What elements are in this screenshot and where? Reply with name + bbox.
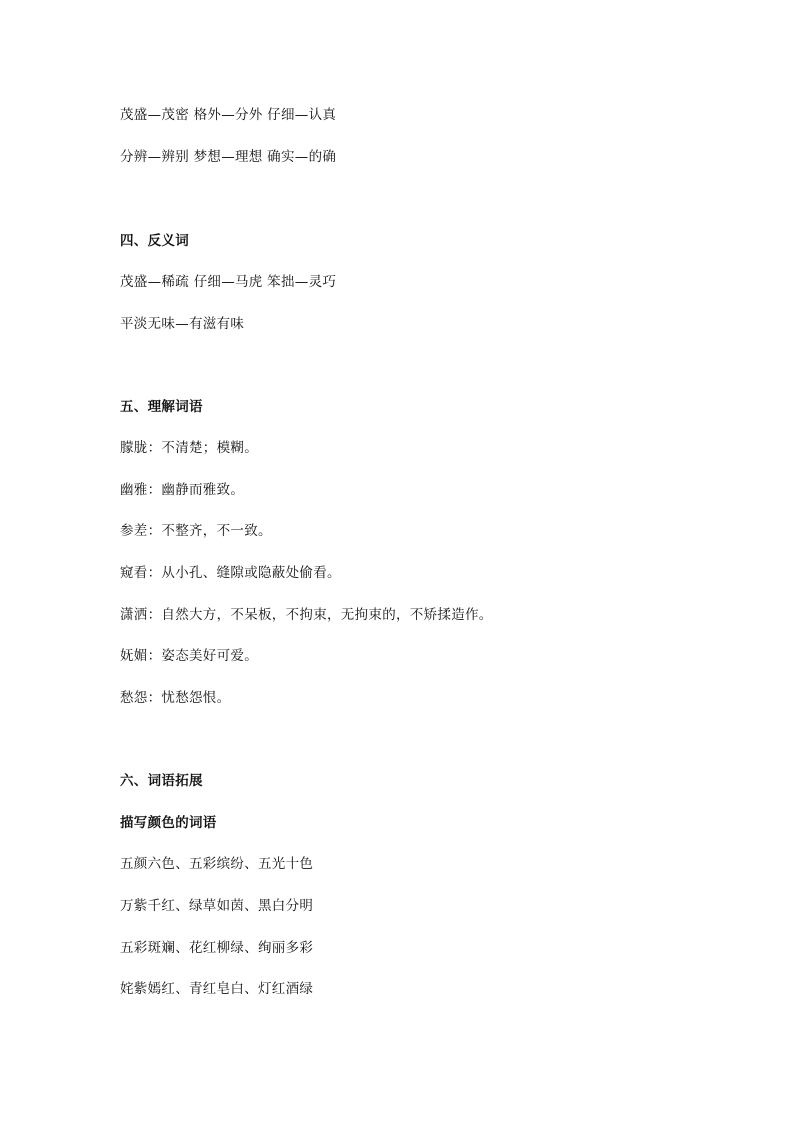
synonym-line-1: 茂盛—茂密 格外—分外 仔细—认真: [120, 107, 337, 123]
antonym-line-1: 茂盛—稀疏 仔细—马虎 笨拙—灵巧: [120, 274, 337, 290]
color-words-line: 五彩斑斓、花红柳绿、绚丽多彩: [120, 940, 314, 956]
synonym-line-2: 分辨—辨别 梦想—理想 确实—的确: [120, 149, 337, 165]
word-meaning-item: 潇洒：自然大方，不呆板，不拘束，无拘束的，不矫揉造作。: [120, 607, 493, 623]
color-words-line: 姹紫嫣红、青红皂白、灯红酒绿: [120, 981, 314, 997]
word-expansion-heading: 六、词语拓展: [120, 773, 203, 789]
color-words-line: 万紫千红、绿草如茵、黑白分明: [120, 898, 314, 914]
word-meaning-item: 幽雅：幽静而雅致。: [120, 482, 245, 498]
word-meaning-item: 窥看：从小孔、缝隙或隐蔽处偷看。: [120, 565, 341, 581]
word-meaning-item: 妩媚：姿态美好可爱。: [120, 648, 258, 664]
word-meaning-item: 参差：不整齐，不一致。: [120, 523, 272, 539]
antonym-line-2: 平淡无味—有滋有味: [120, 316, 245, 332]
word-meaning-item: 朦胧：不清楚；模糊。: [120, 440, 258, 456]
word-expansion-subheading: 描写颜色的词语: [120, 815, 217, 831]
word-meanings-heading: 五、理解词语: [120, 399, 203, 415]
color-words-line: 五颜六色、五彩缤纷、五光十色: [120, 856, 314, 872]
word-meaning-item: 愁怨：忧愁怨恨。: [120, 690, 231, 706]
antonyms-heading: 四、反义词: [120, 233, 189, 249]
